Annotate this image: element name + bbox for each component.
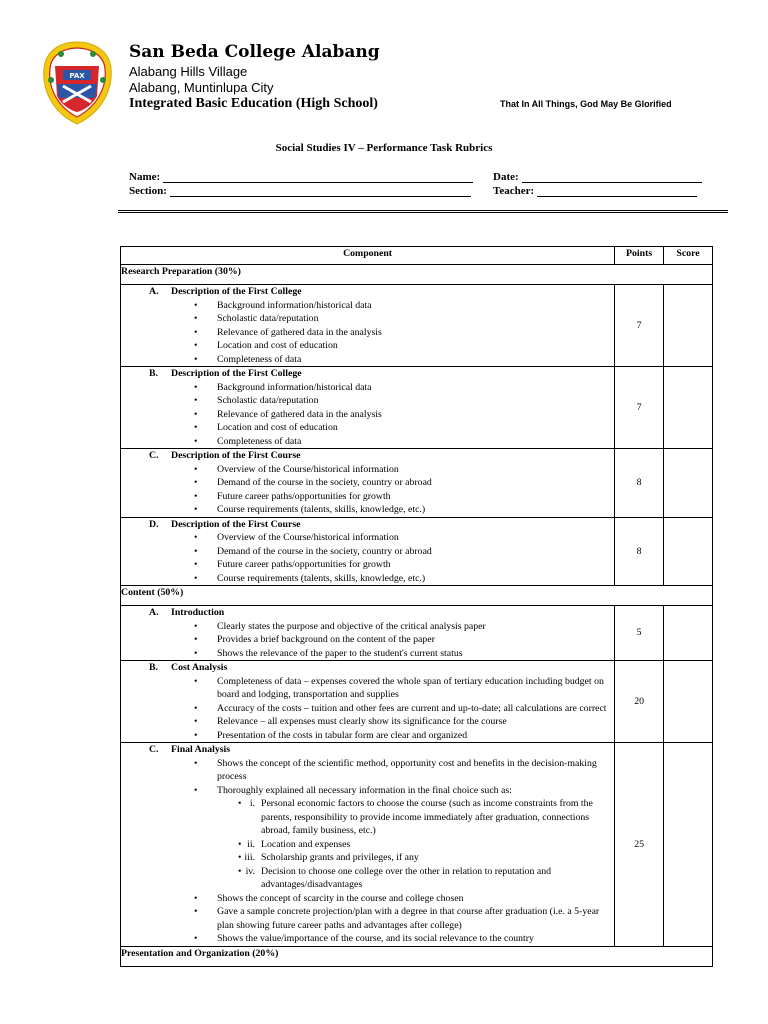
criterion-text: Thoroughly explained all necessary information in the final choice such as: bbox=[217, 784, 512, 796]
component-cell bbox=[121, 367, 615, 449]
score-cell[interactable] bbox=[664, 285, 713, 367]
criteria-list bbox=[121, 757, 614, 946]
name-line[interactable] bbox=[163, 171, 473, 183]
section-line[interactable] bbox=[170, 185, 471, 197]
criterion: • Completeness of data bbox=[217, 353, 614, 367]
item-title: D. Description of the First Course bbox=[149, 518, 301, 530]
section-title: Content (50%) bbox=[121, 586, 713, 606]
table-row bbox=[121, 743, 713, 947]
criterion: • Future career paths/opportunities for growth bbox=[217, 490, 614, 504]
criterion: • Overview of the Course/historical information bbox=[217, 463, 614, 477]
criterion: • Location and cost of education bbox=[217, 339, 614, 353]
points-header: Points bbox=[615, 247, 664, 265]
table-row bbox=[121, 285, 713, 367]
item-title: C. Description of the First Course bbox=[149, 450, 301, 461]
address-line-2: Alabang, Muntinlupa City bbox=[129, 80, 274, 95]
criteria-list bbox=[121, 463, 614, 517]
criterion: • Shows the relevance of the paper to the student's current status bbox=[217, 647, 614, 661]
name-label: Name: bbox=[129, 171, 161, 183]
component-cell bbox=[121, 449, 615, 518]
table-row bbox=[121, 661, 713, 743]
header-divider bbox=[118, 210, 728, 213]
criterion: • Presentation of the costs in tabular form are clear and organized bbox=[217, 729, 614, 743]
criterion: • Provides a brief background on the content of the paper bbox=[217, 633, 614, 647]
component-cell bbox=[121, 285, 615, 367]
criterion: • Demand of the course in the society, country or abroad bbox=[217, 545, 614, 559]
component-cell bbox=[121, 517, 615, 586]
points-cell: 20 bbox=[615, 661, 664, 743]
criteria-list bbox=[121, 531, 614, 585]
sub-criteria-list bbox=[217, 797, 614, 892]
school-motto: That In All Things, God May Be Glorified bbox=[500, 99, 672, 109]
teacher-label: Teacher: bbox=[493, 185, 535, 197]
criterion: • Course requirements (talents, skills, knowledge, etc.) bbox=[217, 572, 614, 586]
table-row bbox=[121, 606, 713, 661]
document-header bbox=[0, 0, 768, 130]
criterion: • Overview of the Course/historical information bbox=[217, 531, 614, 545]
criteria-list bbox=[121, 299, 614, 367]
points-cell: 8 bbox=[615, 449, 664, 518]
date-label: Date: bbox=[493, 171, 519, 183]
component-cell bbox=[121, 661, 615, 743]
department-name: Integrated Basic Education (High School) bbox=[129, 96, 378, 111]
criterion: • Relevance – all expenses must clearly show its significance for the course bbox=[217, 715, 614, 729]
section-title: Research Preparation (30%) bbox=[121, 265, 713, 285]
score-cell[interactable] bbox=[664, 743, 713, 947]
section-label: Section: bbox=[129, 185, 167, 197]
criteria-list bbox=[121, 675, 614, 743]
criterion: • Shows the value/importance of the course, and its social relevance to the country bbox=[217, 932, 614, 946]
score-header: Score bbox=[664, 247, 713, 265]
criterion: • Future career paths/opportunities for growth bbox=[217, 558, 614, 572]
points-cell: 5 bbox=[615, 606, 664, 661]
sub-criterion: • iii. Scholarship grants and privileges, if any bbox=[261, 851, 614, 865]
score-cell[interactable] bbox=[664, 517, 713, 586]
address-line-1: Alabang Hills Village bbox=[129, 64, 248, 79]
section-title: Presentation and Organization (20%) bbox=[121, 946, 713, 966]
criterion: • Relevance of gathered data in the analysis bbox=[217, 326, 614, 340]
criterion: • Course requirements (talents, skills, knowledge, etc.) bbox=[217, 503, 614, 517]
item-title: A. Description of the First College bbox=[149, 286, 302, 297]
criteria-list bbox=[121, 381, 614, 449]
score-cell[interactable] bbox=[664, 367, 713, 449]
rubric-table bbox=[120, 246, 713, 967]
seal-pax-text: PAX bbox=[69, 72, 85, 80]
school-seal-logo bbox=[41, 40, 114, 126]
criterion: • Accuracy of the costs – tuition and other fees are current and up-to-date; all calculations are correct bbox=[217, 702, 614, 716]
points-cell: 7 bbox=[615, 285, 664, 367]
school-name: San Beda College Alabang bbox=[129, 42, 380, 62]
sub-criterion: • iv. Decision to choose one college over the other in relation to reputation and advantages/disadvantages bbox=[261, 865, 614, 892]
component-cell bbox=[121, 743, 615, 947]
score-cell[interactable] bbox=[664, 661, 713, 743]
item-title: A. Introduction bbox=[149, 607, 225, 618]
points-cell: 8 bbox=[615, 517, 664, 586]
score-cell[interactable] bbox=[664, 449, 713, 518]
date-field[interactable] bbox=[493, 171, 702, 183]
criterion: • Relevance of gathered data in the analysis bbox=[217, 408, 614, 422]
criterion: • Shows the concept of scarcity in the course and college chosen bbox=[217, 892, 614, 906]
table-row bbox=[121, 367, 713, 449]
points-cell: 25 bbox=[615, 743, 664, 947]
section-row-presentation bbox=[121, 946, 713, 966]
criterion: • Clearly states the purpose and objective of the critical analysis paper bbox=[217, 620, 614, 634]
criterion: • Gave a sample concrete projection/plan with a degree in that course after graduation (i.e. a 5-year plan showing future career paths and advantages after college) bbox=[217, 905, 614, 932]
criterion bbox=[217, 784, 614, 892]
criteria-list bbox=[121, 620, 614, 661]
item-title: B. Cost Analysis bbox=[149, 662, 228, 673]
section-row-content bbox=[121, 586, 713, 606]
criterion: • Demand of the course in the society, country or abroad bbox=[217, 476, 614, 490]
criterion: • Scholastic data/reputation bbox=[217, 394, 614, 408]
criterion: • Background information/historical data bbox=[217, 299, 614, 313]
criterion: • Location and cost of education bbox=[217, 421, 614, 435]
section-field[interactable] bbox=[129, 185, 471, 197]
item-title: C. Final Analysis bbox=[149, 744, 231, 755]
score-cell[interactable] bbox=[664, 606, 713, 661]
sub-criterion: • i. Personal economic factors to choose the course (such as income constraints from the parents, responsibility to provide income immediately after graduation, connections abroad, family business, etc.) bbox=[261, 797, 614, 838]
table-row bbox=[121, 517, 713, 586]
criterion: • Completeness of data bbox=[217, 435, 614, 449]
points-cell: 7 bbox=[615, 367, 664, 449]
name-field[interactable] bbox=[129, 171, 473, 183]
teacher-field[interactable] bbox=[493, 185, 697, 197]
teacher-line[interactable] bbox=[537, 185, 697, 197]
component-header: Component bbox=[121, 247, 615, 265]
section-row-research bbox=[121, 265, 713, 285]
table-header-row bbox=[121, 247, 713, 265]
criterion: • Scholastic data/reputation bbox=[217, 312, 614, 326]
component-cell bbox=[121, 606, 615, 661]
date-line[interactable] bbox=[522, 171, 702, 183]
criterion: • Completeness of data – expenses covered the whole span of tertiary education including budget on board and lodging, transportation and supplies bbox=[217, 675, 614, 702]
sub-criterion: • ii. Location and expenses bbox=[261, 838, 614, 852]
criterion: • Background information/historical data bbox=[217, 381, 614, 395]
criterion: • Shows the concept of the scientific method, opportunity cost and benefits in the decision-making process bbox=[217, 757, 614, 784]
item-title: B. Description of the First College bbox=[149, 368, 302, 379]
table-row bbox=[121, 449, 713, 518]
document-title: Social Studies IV – Performance Task Rubrics bbox=[275, 142, 493, 154]
